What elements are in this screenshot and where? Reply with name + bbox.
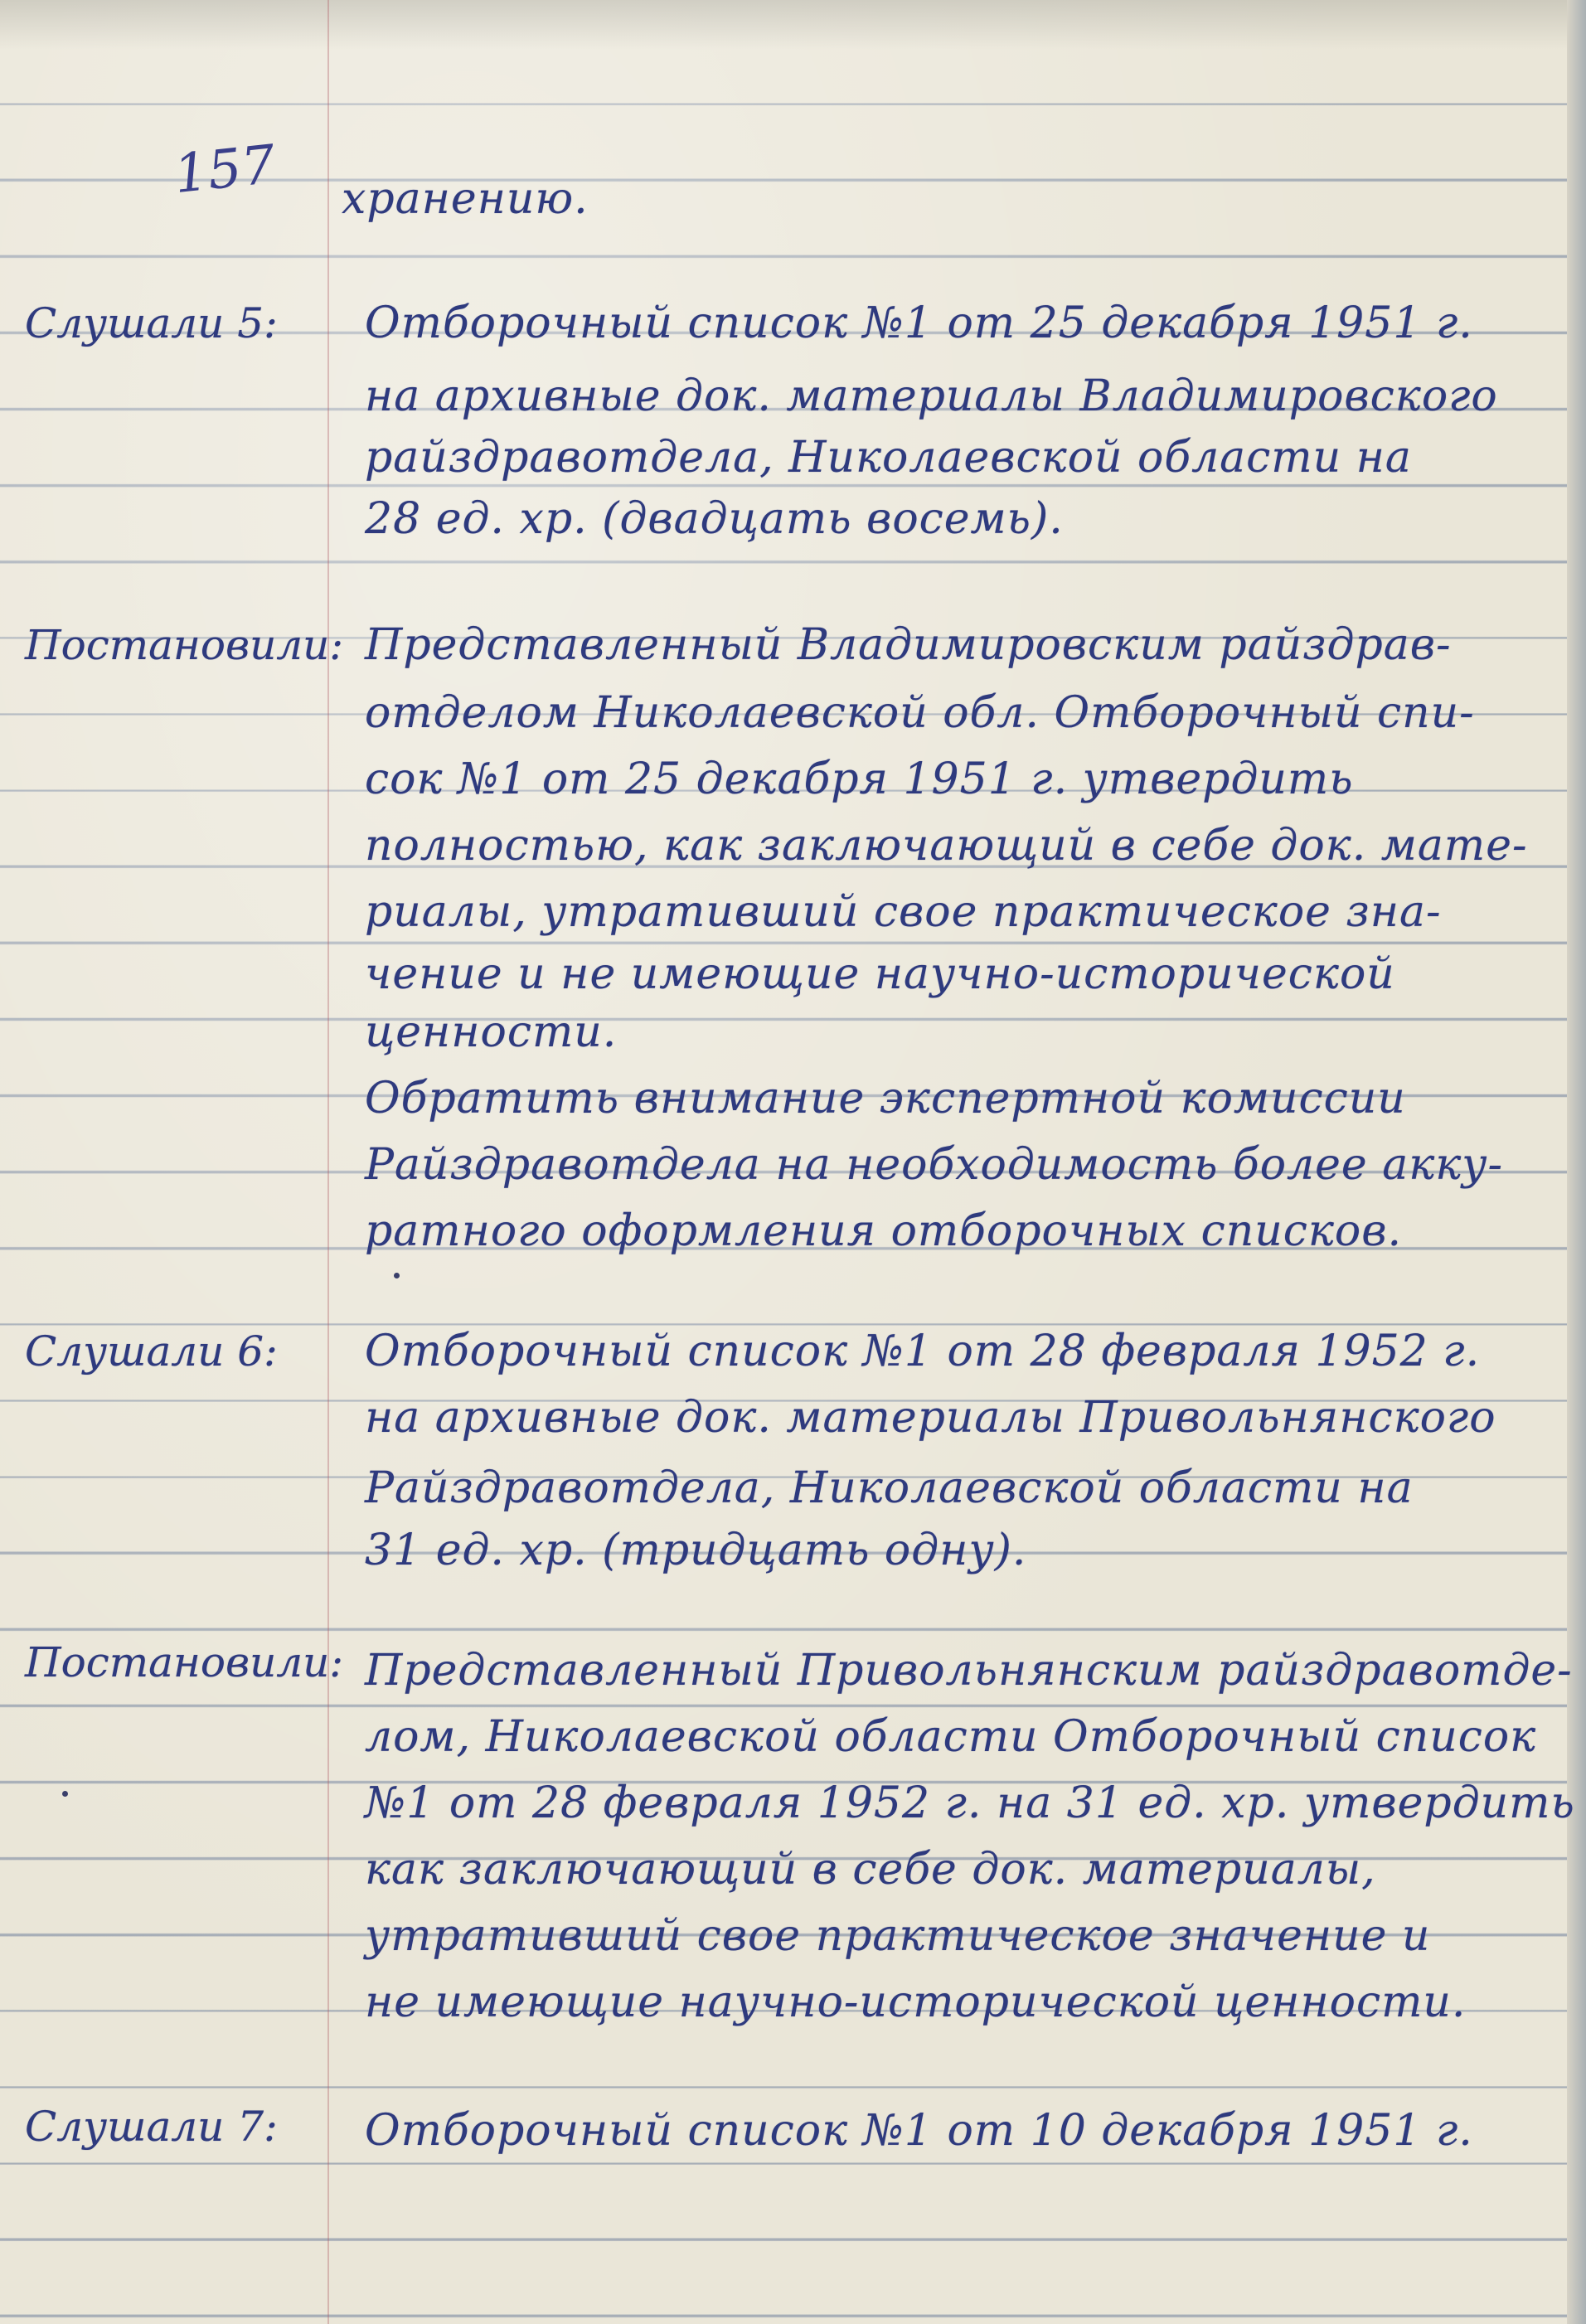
page-edge: [1567, 0, 1586, 2324]
text-line: Отборочный список №1 от 28 февраля 1952 г.: [365, 1327, 1481, 1376]
text-line: Отборочный список №1 от 10 декабря 1951 г.: [365, 2106, 1473, 2156]
text-line: 28 ед. хр. (двадцать восемь).: [365, 494, 1064, 544]
page-number: 157: [171, 133, 279, 206]
ink-dot: [394, 1273, 400, 1278]
ink-dot: [62, 1791, 68, 1797]
entry-label: Слушали 6:: [25, 1327, 278, 1375]
entry-label: Постановили:: [25, 1638, 344, 1686]
text-line: сок №1 от 25 декабря 1951 г. утвердить: [365, 754, 1354, 804]
text-line: чение и не имеющие научно-исторической: [365, 949, 1395, 999]
margin-line: [327, 0, 329, 2324]
text-line: полностью, как заключающий в себе док. мате-: [365, 821, 1528, 871]
text-line: как заключающий в себе док. материалы,: [365, 1845, 1376, 1895]
text-line: райздравотдела, Николаевской области на: [365, 433, 1412, 483]
text-line: Обратить внимание экспертной комиссии: [365, 1074, 1406, 1123]
text-line: риалы, утративший свое практическое зна-: [365, 887, 1442, 937]
text-line: Представленный Владимировским райздрав-: [365, 620, 1452, 670]
text-line: Райздравотдела, Николаевской области на: [365, 1463, 1414, 1513]
text-line: на архивные док. материалы Привольнянского: [365, 1393, 1496, 1443]
text-line: отделом Николаевской обл. Отборочный спи-: [365, 688, 1475, 738]
text-line: на архивные док. материалы Владимировского: [365, 371, 1498, 421]
text-line: ценности.: [365, 1007, 618, 1057]
text-line: лом, Николаевской области Отборочный список: [365, 1712, 1537, 1762]
text-line: не имеющие научно-исторической ценности.: [365, 1977, 1467, 2027]
entry-label: Постановили:: [25, 621, 344, 669]
text-line: утративший свое практическое значение и: [365, 1911, 1431, 1961]
entry-label: Слушали 7:: [25, 2103, 278, 2151]
text-line: Райздравотдела на необходимость более акку-: [365, 1140, 1504, 1190]
text-line: Представленный Привольнянским райздравотде-: [365, 1646, 1573, 1696]
page-shadow: [0, 0, 1567, 50]
text-line: хранению.: [342, 174, 589, 224]
text-line: 31 ед. хр. (тридцать одну).: [365, 1526, 1027, 1575]
entry-label: Слушали 5:: [25, 299, 278, 347]
text-line: ратного оформления отборочных списков.: [365, 1206, 1403, 1256]
text-line: №1 от 28 февраля 1952 г. на 31 ед. хр. утвердить: [365, 1778, 1575, 1828]
text-line: Отборочный список №1 от 25 декабря 1951 г.: [365, 298, 1473, 348]
